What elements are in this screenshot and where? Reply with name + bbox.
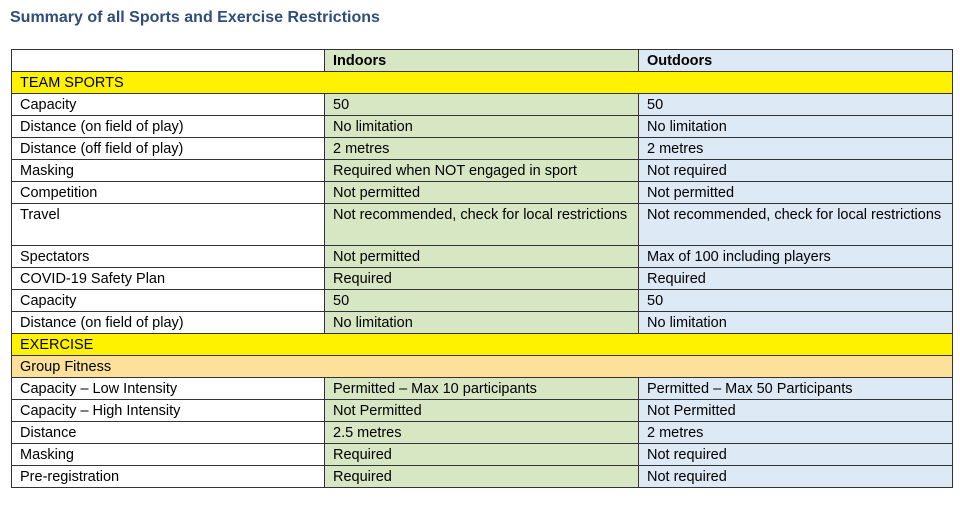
- indoors-value: 50: [325, 94, 639, 116]
- outdoors-value: Not permitted: [639, 182, 953, 204]
- row-label: Distance (on field of play): [12, 312, 325, 334]
- outdoors-value: No limitation: [639, 312, 953, 334]
- page-title: Summary of all Sports and Exercise Restrictions: [10, 9, 380, 26]
- table-row: [12, 422, 953, 444]
- table-row: [12, 138, 953, 160]
- table-row: [12, 400, 953, 422]
- row-label: Capacity – Low Intensity: [12, 378, 325, 400]
- row-label: Masking: [12, 444, 325, 466]
- indoors-value: 2.5 metres: [325, 422, 639, 444]
- row-label: Pre-registration: [12, 466, 325, 488]
- row-label: Distance: [12, 422, 325, 444]
- row-label: Travel: [12, 204, 325, 246]
- outdoors-value: 2 metres: [639, 422, 953, 444]
- outdoors-value: Max of 100 including players: [639, 246, 953, 268]
- indoors-value: 50: [325, 290, 639, 312]
- section-label: EXERCISE: [12, 334, 953, 356]
- restrictions-table: [11, 49, 953, 488]
- row-label: COVID-19 Safety Plan: [12, 268, 325, 290]
- subsection-label: Group Fitness: [12, 356, 953, 378]
- outdoors-value: Not Permitted: [639, 400, 953, 422]
- table-header-row: [12, 50, 953, 72]
- table-row: [12, 160, 953, 182]
- indoors-value: Not recommended, check for local restrictions: [325, 204, 639, 246]
- outdoors-value: 50: [639, 290, 953, 312]
- outdoors-value: Not required: [639, 444, 953, 466]
- indoors-value: No limitation: [325, 116, 639, 138]
- table-row: [12, 290, 953, 312]
- outdoors-value: 50: [639, 94, 953, 116]
- indoors-value: Required: [325, 268, 639, 290]
- table-row: [12, 444, 953, 466]
- table-row: [12, 182, 953, 204]
- table-row: [12, 312, 953, 334]
- table-row: [12, 268, 953, 290]
- outdoors-value: No limitation: [639, 116, 953, 138]
- row-label: Capacity: [12, 94, 325, 116]
- section-row-team-sports: [12, 72, 953, 94]
- row-label: Masking: [12, 160, 325, 182]
- header-outdoors: Outdoors: [639, 50, 953, 72]
- indoors-value: Required: [325, 466, 639, 488]
- indoors-value: No limitation: [325, 312, 639, 334]
- row-label: Distance (off field of play): [12, 138, 325, 160]
- outdoors-value: Not required: [639, 466, 953, 488]
- row-label: Capacity – High Intensity: [12, 400, 325, 422]
- section-row-exercise: [12, 334, 953, 356]
- indoors-value: 2 metres: [325, 138, 639, 160]
- outdoors-value: Permitted – Max 50 Participants: [639, 378, 953, 400]
- indoors-value: Required: [325, 444, 639, 466]
- header-indoors: Indoors: [325, 50, 639, 72]
- outdoors-value: Not recommended, check for local restrictions: [639, 204, 953, 246]
- table-row: [12, 116, 953, 138]
- indoors-value: Not permitted: [325, 246, 639, 268]
- outdoors-value: Required: [639, 268, 953, 290]
- outdoors-value: Not required: [639, 160, 953, 182]
- row-label: Competition: [12, 182, 325, 204]
- row-label: Capacity: [12, 290, 325, 312]
- subsection-row-group-fitness: [12, 356, 953, 378]
- row-label: Distance (on field of play): [12, 116, 325, 138]
- header-label-column: [12, 50, 325, 72]
- table-row: [12, 204, 953, 246]
- table-row: [12, 246, 953, 268]
- indoors-value: Not Permitted: [325, 400, 639, 422]
- table-row: [12, 378, 953, 400]
- indoors-value: Permitted – Max 10 participants: [325, 378, 639, 400]
- section-label: TEAM SPORTS: [12, 72, 953, 94]
- row-label: Spectators: [12, 246, 325, 268]
- table-row: [12, 94, 953, 116]
- outdoors-value: 2 metres: [639, 138, 953, 160]
- indoors-value: Not permitted: [325, 182, 639, 204]
- table-row: [12, 466, 953, 488]
- indoors-value: Required when NOT engaged in sport: [325, 160, 639, 182]
